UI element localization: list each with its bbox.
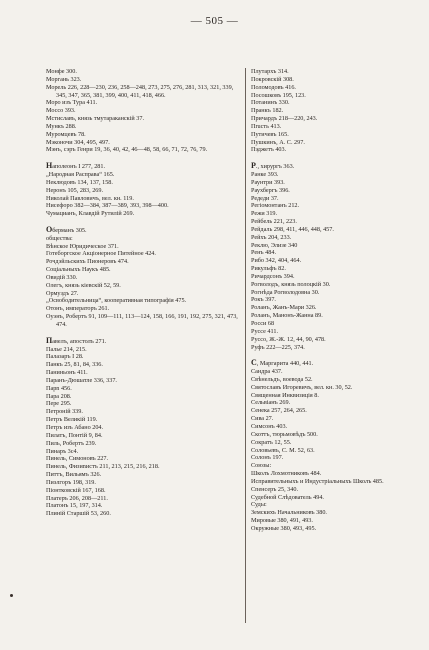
entry-text: Пере 295. bbox=[46, 400, 72, 408]
entry-text: Мункъ 288. bbox=[46, 122, 77, 130]
entry-text: Росси 68 bbox=[251, 320, 275, 327]
index-entry bbox=[251, 92, 411, 100]
index-entry bbox=[46, 195, 242, 203]
entry-text: Руфъ 222—225, 374. bbox=[251, 343, 305, 351]
index-entry bbox=[46, 471, 242, 479]
entry-text: Рейбель 221, 223. bbox=[251, 218, 297, 226]
section-gap bbox=[251, 351, 411, 359]
index-column-right bbox=[251, 68, 411, 533]
index-entry bbox=[46, 305, 242, 313]
entry-text: Режи 319. bbox=[251, 210, 278, 218]
index-entry bbox=[46, 146, 242, 154]
index-entry bbox=[46, 274, 242, 282]
entry-text: Ричардсонъ 394. bbox=[251, 272, 295, 280]
entry-text: Нисефоро 382—384, 387—389, 393, 398—400. bbox=[46, 202, 169, 210]
index-entry bbox=[46, 115, 242, 123]
index-entry bbox=[46, 502, 242, 510]
index-entry bbox=[251, 478, 411, 486]
index-entry bbox=[46, 353, 242, 361]
entry-text: Священная Инквизиція 8. bbox=[251, 391, 319, 399]
index-entry bbox=[46, 290, 242, 298]
index-entry bbox=[251, 99, 411, 107]
section-initial: О bbox=[46, 224, 53, 234]
entry-text: Мировые 380, 491, 493. bbox=[251, 517, 313, 525]
index-entry bbox=[46, 313, 242, 329]
entry-text: Рикульфъ 82. bbox=[251, 265, 286, 273]
index-entry bbox=[251, 344, 411, 352]
index-entry bbox=[251, 447, 411, 455]
index-entry bbox=[251, 384, 411, 392]
index-entry bbox=[46, 235, 242, 243]
entry-text: Сива 27. bbox=[251, 415, 274, 423]
entry-text: , Маргарита 440, 441. bbox=[256, 360, 314, 368]
section-initial: Р bbox=[251, 161, 256, 171]
index-entry bbox=[251, 359, 411, 368]
margin-dot bbox=[10, 594, 13, 597]
entry-text: Солонъ 197. bbox=[251, 454, 284, 462]
index-entry bbox=[251, 273, 411, 281]
index-entry bbox=[46, 179, 242, 187]
entry-text: „Народная Расправа“ 165. bbox=[46, 170, 115, 178]
index-entry bbox=[251, 525, 411, 533]
index-entry bbox=[46, 162, 242, 171]
entry-text: Петроній 339. bbox=[46, 408, 83, 416]
index-entry bbox=[46, 68, 242, 76]
index-entry bbox=[46, 479, 242, 487]
section-initial: П bbox=[46, 335, 53, 345]
index-entry bbox=[251, 462, 411, 470]
entry-text: Роланъ, Жанъ-Мари 326. bbox=[251, 304, 317, 312]
index-entry bbox=[46, 455, 242, 463]
entry-text: Поломодовъ 416. bbox=[251, 83, 296, 91]
index-entry bbox=[251, 131, 411, 139]
index-entry bbox=[46, 432, 242, 440]
entry-text: Панкъ 25, 81, 84, 336. bbox=[46, 361, 103, 369]
index-entry bbox=[46, 510, 242, 518]
index-entry bbox=[251, 509, 411, 517]
index-entry bbox=[251, 415, 411, 423]
entry-text: берманъ 305. bbox=[52, 226, 87, 234]
index-entry bbox=[46, 107, 242, 115]
index-entry bbox=[46, 131, 242, 139]
entry-text: Скоттъ, тюрьмовѣдъ 500. bbox=[251, 430, 318, 438]
entry-text: Пушкинъ, А. С. 297. bbox=[251, 138, 305, 146]
entry-text: Пинель, Физиnистъ 211, 213, 215, 216, 218. bbox=[46, 463, 160, 471]
entry-text: Мстиславъ, князь тмутараканскій 37. bbox=[46, 115, 144, 123]
index-entry bbox=[251, 84, 411, 92]
entry-text: Пиль, Робертъ 239. bbox=[46, 439, 97, 447]
entry-text: Олегъ, князь кіевскій 52, 59. bbox=[46, 281, 121, 289]
index-entry bbox=[46, 139, 242, 147]
index-entry bbox=[251, 171, 411, 179]
index-entry bbox=[46, 346, 242, 354]
index-entry bbox=[251, 312, 411, 320]
entry-text: Пара 208. bbox=[46, 392, 72, 400]
index-entry bbox=[251, 195, 411, 203]
entry-text: Сократъ 12, 55. bbox=[251, 438, 292, 446]
index-entry bbox=[251, 296, 411, 304]
entry-text: Неклюдовъ 134, 137, 158. bbox=[46, 178, 113, 186]
entry-text: Пранкъ 182. bbox=[251, 107, 284, 115]
entry-text: Реклю, Элизе 340 bbox=[251, 241, 298, 249]
entry-text: Чумацианъ, Клавдій Рутилій 269. bbox=[46, 210, 135, 218]
index-entry bbox=[46, 416, 242, 424]
entry-text: Сандра 437. bbox=[251, 368, 283, 376]
entry-text: Паниньонъ 411. bbox=[46, 369, 88, 377]
entry-text: Свѣнельдъ, воевода 52. bbox=[251, 375, 313, 383]
entry-text: „Освободительница“, кооперативная типографія 475. bbox=[46, 297, 187, 305]
index-entry bbox=[46, 243, 242, 251]
index-entry bbox=[251, 304, 411, 312]
entry-text: Спенсеръ 25, 340. bbox=[251, 485, 299, 493]
index-entry bbox=[251, 202, 411, 210]
entry-text: авелъ, апостолъ 271. bbox=[52, 337, 107, 345]
entry-text: Платеръ 206, 208—211. bbox=[46, 494, 108, 502]
entry-text: Готеборгское Акціонерное Питейное 424. bbox=[46, 250, 156, 258]
entry-text: Потанинъ 330. bbox=[251, 99, 290, 107]
entry-text: Мэнъ, сэръ Генри 19, 36, 40, 42, 46—48, 58, 66, 71, 72, 76, 79. bbox=[46, 146, 208, 154]
index-entry bbox=[251, 289, 411, 297]
index-entry bbox=[251, 431, 411, 439]
entry-text: аполеонъ I 277, 281. bbox=[52, 163, 106, 171]
index-entry bbox=[46, 84, 242, 100]
entry-text: Оуэнъ, Робертъ 91, 109—111, 113—124, 158, 166, 191, 192, 275, 321, 473, 474. bbox=[46, 313, 238, 328]
entry-text: Суды: bbox=[251, 501, 267, 509]
entry-text: ., хирургъ 363. bbox=[255, 163, 295, 171]
entry-text: Сельвіанъ 269. bbox=[251, 399, 291, 407]
entry-text: общества: bbox=[46, 234, 73, 242]
section-gap bbox=[46, 218, 242, 226]
entry-text: Рокъ 397. bbox=[251, 296, 276, 304]
index-entry bbox=[46, 487, 242, 495]
section-initial: Н bbox=[46, 161, 53, 171]
index-entry bbox=[46, 99, 242, 107]
index-entry bbox=[46, 361, 242, 369]
entry-text: Судебной Слѣдователь 494. bbox=[251, 493, 324, 501]
entry-text: Пruсть 413. bbox=[251, 122, 282, 130]
entry-text: Руссе 411. bbox=[251, 327, 278, 335]
index-entry bbox=[251, 226, 411, 234]
index-entry bbox=[46, 226, 242, 235]
index-entry bbox=[251, 407, 411, 415]
index-entry bbox=[46, 337, 242, 346]
index-entry bbox=[251, 328, 411, 336]
entry-text: Петръ изъ Абано 204. bbox=[46, 423, 104, 431]
entry-text: Неронъ 105, 283, 269. bbox=[46, 186, 104, 194]
entry-text: Пилатъ, Понтій 9, 84. bbox=[46, 431, 103, 439]
entry-text: Рибо 342, 404, 464. bbox=[251, 257, 302, 265]
entry-text: Плиній Старшій 53, 260. bbox=[46, 510, 111, 518]
entry-text: Раунтри 393. bbox=[251, 178, 285, 186]
entry-text: Земскихъ Начальниковъ 380. bbox=[251, 509, 327, 517]
entry-text: Союзы: bbox=[251, 462, 272, 470]
entry-text: Питтъ, Вильямъ 326. bbox=[46, 471, 102, 479]
entry-text: Морель 226, 228—230, 236, 258—248, 273, 275, 276, 281, 313, 321, 339, 345, 347, 365, 381, 399, 400, 411, 418, 466. bbox=[46, 83, 234, 99]
entry-text: Рейхъ 204, 233. bbox=[251, 233, 292, 241]
entry-text: Платонъ 15, 197, 314. bbox=[46, 502, 103, 510]
index-entry bbox=[251, 218, 411, 226]
entry-text: Вѣнское Юридическое 371. bbox=[46, 242, 119, 250]
index-entry bbox=[251, 454, 411, 462]
entry-text: Пинаръ 3с4. bbox=[46, 447, 79, 455]
index-entry bbox=[251, 242, 411, 250]
entry-text: Палазаръ I 28. bbox=[46, 353, 84, 361]
entry-text: Плутархъ 314. bbox=[251, 68, 289, 75]
entry-text: Піонтковскій 167, 168. bbox=[46, 486, 106, 494]
index-entry bbox=[251, 439, 411, 447]
index-entry bbox=[46, 266, 242, 274]
entry-text: Школъ Лохмотниковъ 484. bbox=[251, 470, 322, 478]
index-entry bbox=[46, 448, 242, 456]
entry-text: Паранъ-Дюшатле 336, 337. bbox=[46, 376, 117, 384]
index-entry bbox=[46, 76, 242, 84]
entry-text: Монфе 300. bbox=[46, 68, 77, 75]
index-entry bbox=[251, 392, 411, 400]
entry-text: Рогволодъ, князь полоцкій 30. bbox=[251, 280, 331, 288]
index-entry bbox=[251, 470, 411, 478]
index-entry bbox=[251, 336, 411, 344]
index-entry bbox=[251, 107, 411, 115]
entry-text: Соціальныхъ Наукъ 485. bbox=[46, 266, 111, 274]
entry-text: Регіомонтанъ 212. bbox=[251, 202, 300, 210]
index-entry bbox=[46, 408, 242, 416]
index-entry bbox=[251, 281, 411, 289]
index-entry bbox=[251, 265, 411, 273]
index-entry bbox=[46, 424, 242, 432]
index-entry bbox=[251, 501, 411, 509]
entry-text: Рейдаль 298, 411, 446, 448, 457. bbox=[251, 225, 334, 233]
index-entry bbox=[251, 399, 411, 407]
index-entry bbox=[251, 76, 411, 84]
index-entry bbox=[251, 162, 411, 171]
column-divider bbox=[245, 68, 246, 623]
entry-text: Покровскій 308. bbox=[251, 75, 294, 83]
entry-text: Исправительныхъ и Индустріальныхъ Школъ 485. bbox=[251, 477, 384, 485]
index-entry bbox=[46, 123, 242, 131]
entry-text: Редеди 37. bbox=[251, 194, 279, 202]
index-entry bbox=[46, 210, 242, 218]
index-entry bbox=[46, 171, 242, 179]
index-entry bbox=[46, 495, 242, 503]
entry-text: Николай Павловичъ, вел. кн. 119. bbox=[46, 194, 134, 202]
entry-text: Моргань 323. bbox=[46, 75, 82, 83]
entry-text: Роланъ, Манонъ-Жанна 89. bbox=[251, 312, 323, 320]
entry-text: Моссо 393. bbox=[46, 107, 76, 115]
section-gap bbox=[46, 329, 242, 337]
section-gap bbox=[46, 154, 242, 162]
index-entry bbox=[251, 179, 411, 187]
index-column-left bbox=[46, 68, 242, 518]
index-entry bbox=[251, 146, 411, 154]
index-entry bbox=[46, 377, 242, 385]
entry-text: Отонъ, императоръ 261. bbox=[46, 305, 110, 313]
index-entry bbox=[251, 139, 411, 147]
entry-text: Палье 214, 215. bbox=[46, 345, 87, 353]
entry-text: Святославъ Игоревичъ, вел. кн. 30, 52. bbox=[251, 383, 353, 391]
entry-text: Мэконочи 304, 495, 497. bbox=[46, 138, 110, 146]
index-entry bbox=[251, 320, 411, 328]
entry-text: Парn 456. bbox=[46, 384, 72, 392]
entry-text: Посошковъ 195, 123. bbox=[251, 91, 306, 99]
entry-text: Муромцевъ 78. bbox=[46, 130, 86, 138]
section-gap bbox=[251, 154, 411, 162]
entry-text: Пэджетъ 403. bbox=[251, 146, 287, 154]
index-entry bbox=[46, 297, 242, 305]
index-entry bbox=[251, 115, 411, 123]
entry-text: Окружные 380, 493, 495. bbox=[251, 524, 317, 532]
page-number: — 505 — bbox=[190, 15, 239, 27]
index-entry bbox=[251, 486, 411, 494]
entry-text: Пиэлгоръ 198, 319. bbox=[46, 478, 96, 486]
index-entry bbox=[46, 250, 242, 258]
index-entry bbox=[46, 282, 242, 290]
entry-text: Овидій 330. bbox=[46, 273, 78, 281]
index-entry bbox=[46, 258, 242, 266]
index-entry bbox=[251, 210, 411, 218]
index-entry bbox=[46, 369, 242, 377]
entry-text: Симсонъ 403. bbox=[251, 422, 288, 430]
entry-text: Рогнѣда Рогволодовна 30. bbox=[251, 288, 320, 296]
index-entry bbox=[46, 202, 242, 210]
index-entry bbox=[251, 257, 411, 265]
index-entry bbox=[251, 517, 411, 525]
index-entry bbox=[251, 68, 411, 76]
index-entry bbox=[251, 234, 411, 242]
index-entry bbox=[251, 249, 411, 257]
index-entry bbox=[251, 494, 411, 502]
index-entry bbox=[251, 368, 411, 376]
entry-text: Моро изъ Тура 411. bbox=[46, 99, 98, 107]
index-entry bbox=[46, 393, 242, 401]
entry-text: Руссо, Ж.-Ж. 12, 44, 90, 478. bbox=[251, 335, 326, 343]
index-entry bbox=[251, 187, 411, 195]
entry-text: Рочдэйльскихъ Пионеровъ 474. bbox=[46, 258, 129, 266]
index-entry bbox=[46, 400, 242, 408]
index-entry bbox=[251, 376, 411, 384]
entry-text: Путичевъ 165. bbox=[251, 130, 289, 138]
index-entry bbox=[46, 187, 242, 195]
entry-text: Причардъ 218—220, 243. bbox=[251, 115, 318, 123]
index-entry bbox=[251, 123, 411, 131]
entry-text: Пинель, Симоновъ 227. bbox=[46, 455, 109, 463]
entry-text: Ранке 393. bbox=[251, 170, 279, 178]
entry-text: Петръ Великій 119. bbox=[46, 416, 98, 424]
index-entry bbox=[46, 385, 242, 393]
index-entry bbox=[46, 463, 242, 471]
entry-text: Сенека 257, 264, 265. bbox=[251, 407, 307, 415]
entry-text: Раухбергъ 396. bbox=[251, 186, 290, 194]
index-entry bbox=[46, 440, 242, 448]
index-entry bbox=[251, 423, 411, 431]
entry-text: Ренъ 484. bbox=[251, 249, 276, 257]
entry-text: Ормуздъ 27. bbox=[46, 289, 79, 297]
entry-text: Соловьевъ, С. М. 52, 63. bbox=[251, 446, 315, 454]
section-initial: С bbox=[251, 358, 257, 368]
